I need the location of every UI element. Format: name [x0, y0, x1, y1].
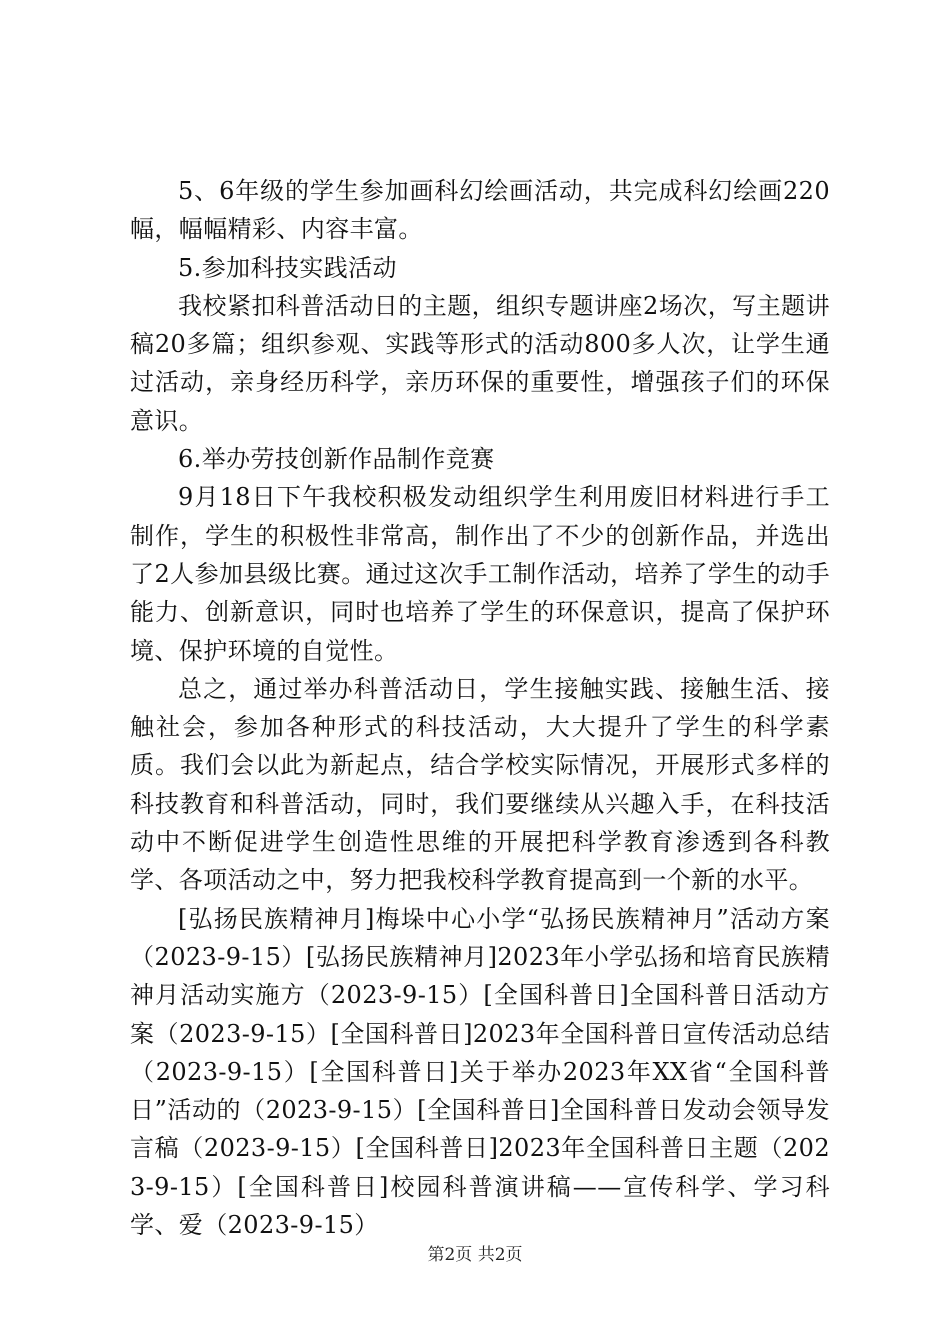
paragraph-tech-practice: 我校紧扣科普活动日的主题，组织专题讲座2场次，写主题讲稿20多篇；组织参观、实践等形式的活动800多人次，让学生通过活动，亲身经历科学，亲历环保的重要性，增强孩子们的环保意识。 — [130, 291, 830, 435]
paragraph-innovation-contest: 9月18日下午我校积极发动组织学生利用废旧材料进行手工制作，学生的积极性非常高，制作出了不少的创新作品，并选出了2人参加县级比赛。通过这次手工制作活动，培养了学生的动手能力、创新意识，同时也培养了学生的环保意识，提高了保护环境、保护环境的自觉性。 — [130, 483, 830, 665]
paragraph-summary: 总之，通过举办科普活动日，学生接触实践、接触生活、接触社会，参加各种形式的科技活动，大大提升了学生的科学素质。我们会以此为新起点，结合学校实际情况，开展形式多样的科技教育和科普活动，同时，我们要继续从兴趣入手，在科技活动中不断促进学生创造性思维的开展把科学教育渗透到各科教学、各项活动之中，努力把我校科学教育提高到一个新的水平。 — [130, 674, 830, 895]
heading-innovation-contest: 6.举办劳技创新作品制作竞赛 — [178, 445, 495, 474]
heading-tech-practice: 5.参加科技实践活动 — [178, 253, 397, 282]
paragraph-related-links: [弘扬民族精神月]梅垛中心小学“弘扬民族精神月”活动方案（2023-9-15）[弘扬民族精神月]2023年小学弘扬和培育民族精神月活动实施方（2023-9-15）[全国科普日]全国科普日活动方案（2023-9-15）[全国科普日]2023年全国科普日宣传活动总结（2023-9-15）[全国科普日]关于举办2023年XX省“全国科普日”活动的（2023-9-15）[全国科普日]全国科普日发动会领导发言稿（2023-9-15）[全国科普日]2023年全国科普日主题（2023-9-15）[全国科普日]校园科普演讲稿——宣传科学、学习科学、爱（2023-9-15） — [130, 904, 830, 1240]
document-body — [130, 172, 830, 1244]
paragraph-painting-activity: 5、6年级的学生参加画科幻绘画活动，共完成科幻绘画220幅，幅幅精彩、内容丰富。 — [130, 177, 830, 244]
page-number-footer: 第2页 共2页 — [427, 1245, 523, 1265]
